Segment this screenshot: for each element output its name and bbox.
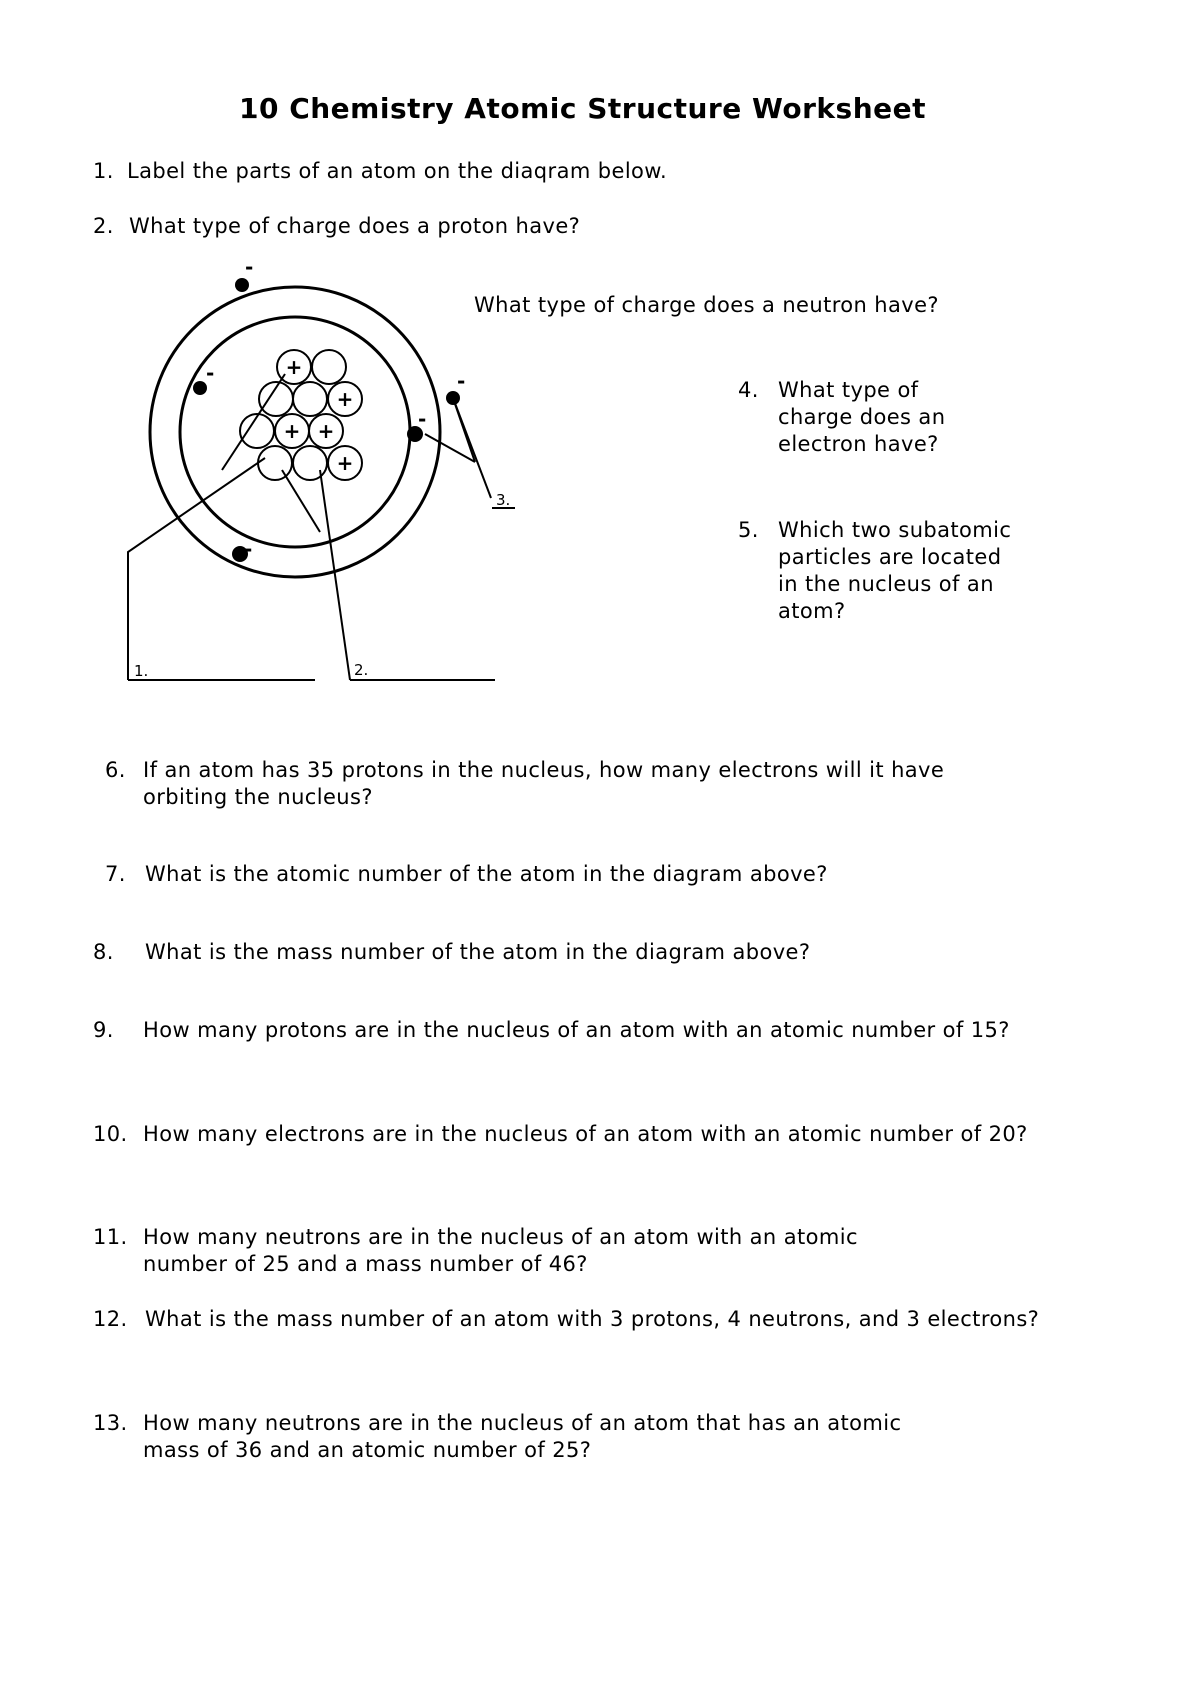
proton-sign: +	[317, 419, 335, 443]
neutron	[312, 350, 346, 384]
question-2	[93, 213, 893, 240]
question-9	[93, 1017, 1133, 1044]
diagram-labels	[134, 491, 510, 680]
question-number: 5.	[738, 518, 759, 542]
question-text: What type of charge does a neutron have?	[474, 293, 939, 317]
question-5	[738, 517, 1038, 625]
question-number: 1.	[93, 159, 114, 183]
question-number: 8.	[93, 940, 114, 964]
electron	[235, 278, 249, 292]
question-text: Which two subatomic particles are located in the nucleus of an atom?	[778, 518, 1012, 623]
question-text: What is the mass number of an atom with 3 protons, 4 neutrons, and 3 electrons?	[145, 1307, 1040, 1331]
proton-sign: +	[336, 451, 354, 475]
neutron	[293, 382, 327, 416]
question-text: What is the mass number of the atom in the diagram above?	[145, 940, 811, 964]
label-3: 3.	[496, 491, 511, 509]
electron-sign: -	[206, 361, 215, 385]
question-text: If an atom has 35 protons in the nucleus, how many electrons will it have orbiting the nucleus?	[143, 758, 945, 809]
question-4	[738, 377, 988, 458]
question-12	[93, 1306, 1133, 1333]
question-number: 2.	[93, 214, 114, 238]
question-text: How many electrons are in the nucleus of an atom with an atomic number of 20?	[143, 1122, 1028, 1146]
question-number: 7.	[105, 862, 126, 886]
electron-sign: -	[418, 407, 427, 431]
question-text: How many neutrons are in the nucleus of an atom with an atomic number of 25 and a mass number of 46?	[143, 1225, 858, 1276]
question-number: 6.	[105, 758, 126, 782]
electron-sign: -	[457, 369, 466, 393]
question-13	[93, 1410, 963, 1464]
question-7	[105, 861, 1005, 888]
question-number: 13.	[93, 1411, 128, 1435]
question-number: 9.	[93, 1018, 114, 1042]
question-number: 12.	[93, 1307, 128, 1331]
electron	[193, 381, 207, 395]
electron-sign: -	[245, 262, 254, 279]
question-text: What type of charge does a proton have?	[129, 214, 581, 238]
question-10	[93, 1121, 1133, 1148]
proton-sign: +	[283, 419, 301, 443]
question-8	[93, 939, 993, 966]
question-number: 4.	[738, 378, 759, 402]
question-number: 11.	[93, 1225, 128, 1249]
neutron	[293, 446, 327, 480]
electron-sign: -	[244, 537, 253, 561]
question-11	[93, 1224, 963, 1278]
question-number: 10.	[93, 1122, 128, 1146]
label-2: 2.	[354, 661, 369, 679]
proton-sign: +	[285, 355, 303, 379]
neutron	[240, 414, 274, 448]
question-text: What is the atomic number of the atom in the diagram above?	[145, 862, 828, 886]
atom-diagram	[120, 262, 560, 692]
question-text: What type of charge does an electron have?	[778, 378, 946, 456]
neutron	[258, 446, 292, 480]
page-title: 10 Chemistry Atomic Structure Worksheet	[238, 92, 926, 125]
label-1: 1.	[134, 662, 149, 680]
question-1	[93, 158, 893, 185]
label-3-line	[453, 398, 491, 498]
question-6	[105, 757, 1025, 811]
proton-sign: +	[336, 387, 354, 411]
question-text: Label the parts of an atom on the diaqram below.	[127, 159, 668, 183]
question-text: How many neutrons are in the nucleus of an atom that has an atomic mass of 36 and an atomic number of 25?	[143, 1411, 902, 1462]
question-text: How many protons are in the nucleus of an atom with an atomic number of 15?	[143, 1018, 1010, 1042]
